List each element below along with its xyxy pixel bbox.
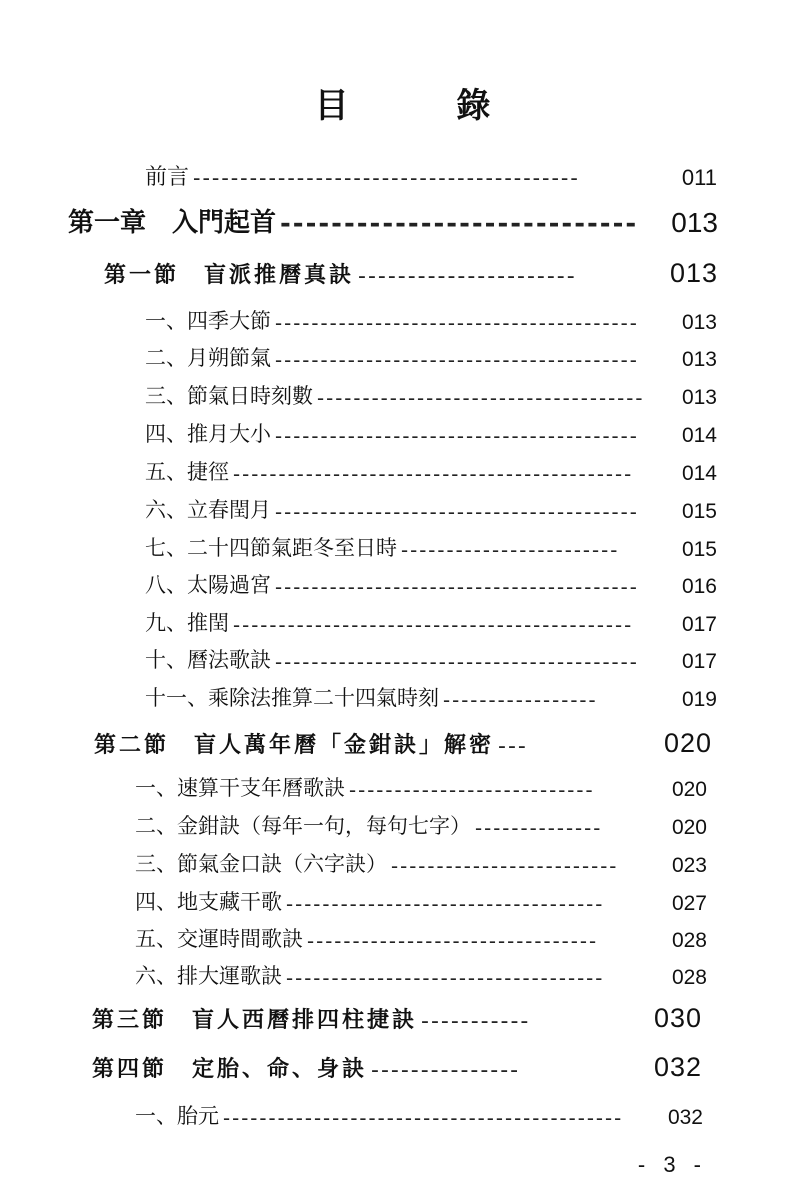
entry-page-number: 015 <box>681 538 717 561</box>
dot-leader: ---------------------- <box>358 264 577 289</box>
dot-leader: --------------- <box>371 1058 521 1083</box>
entry-label: 十一、乘除法推算二十四氣時刻 <box>145 686 439 710</box>
dot-leader: ---------------------------------------- <box>275 575 639 599</box>
dot-leader: -------------------------------- <box>307 929 599 953</box>
dot-leader: ---------------------------------------- <box>275 650 639 674</box>
entry-page-number: 019 <box>681 688 717 711</box>
entry-label: 一、四季大節 <box>145 309 271 333</box>
dot-leader: ---------------------------------------- <box>275 500 639 524</box>
dot-leader: ------------------------------------ <box>317 386 645 410</box>
entry-label: 第一節 盲派推曆真訣 <box>104 263 355 288</box>
dot-leader: ---------------------------------------- <box>275 311 639 335</box>
toc-item <box>135 810 707 840</box>
dot-leader: ---------------------------------------- <box>275 424 639 448</box>
dot-leader: ----------------------------------- <box>286 966 605 990</box>
entry-label: 四、地支藏干歌 <box>135 890 282 914</box>
dot-leader: ----------------------------------------- <box>193 166 580 191</box>
entry-label: 第一章 入門起首 <box>68 208 277 238</box>
page-title: 目 錄 <box>314 86 539 126</box>
toc-item <box>145 418 717 448</box>
dot-leader: -------------- <box>475 816 603 840</box>
entry-page-number: 013 <box>669 258 718 288</box>
entry-page-number: 016 <box>681 575 717 598</box>
entry-page-number: 014 <box>681 462 717 485</box>
page-number: - 3 - <box>637 1152 707 1177</box>
dot-leader: ----------- <box>421 1009 531 1034</box>
toc-section <box>92 1003 702 1034</box>
toc-item <box>145 456 717 486</box>
entry-label: 第四節 定胎、命、身訣 <box>92 1057 368 1082</box>
toc-item <box>145 494 717 524</box>
entry-page-number: 013 <box>671 207 718 238</box>
entry-label: 十、曆法歌訣 <box>145 648 271 672</box>
entry-page-number: 020 <box>671 816 707 839</box>
dot-leader: ---------------------------------------- <box>275 348 639 372</box>
entry-page-number: 032 <box>667 1106 703 1129</box>
entry-page-number: 020 <box>671 778 707 801</box>
entry-label: 四、推月大小 <box>145 422 271 446</box>
entry-page-number: 013 <box>681 311 717 334</box>
toc-item <box>145 305 717 335</box>
entry-page-number: 023 <box>671 854 707 877</box>
toc-section <box>92 1052 702 1083</box>
toc-item <box>135 848 707 878</box>
dot-leader: -------------------------------------------- <box>233 462 634 486</box>
entry-page-number: 013 <box>681 386 717 409</box>
entry-label: 七、二十四節氣距冬至日時 <box>145 536 397 560</box>
entry-label: 第三節 盲人西曆排四柱捷訣 <box>92 1008 418 1033</box>
toc-section <box>94 728 712 759</box>
entry-label: 五、交運時間歌訣 <box>135 927 303 951</box>
toc-item <box>135 886 707 916</box>
entry-label: 五、捷徑 <box>145 460 229 484</box>
entry-page-number: 017 <box>681 613 717 636</box>
toc-item <box>145 644 717 674</box>
toc-item <box>135 1100 703 1130</box>
entry-page-number: 028 <box>671 929 707 952</box>
toc-item <box>135 772 707 802</box>
entry-page-number: 028 <box>671 966 707 989</box>
entry-page-number: 015 <box>681 500 717 523</box>
dot-leader: --------------------------- <box>349 778 595 802</box>
entry-label: 八、太陽過宮 <box>145 573 271 597</box>
entry-page-number: 032 <box>653 1052 702 1082</box>
entry-page-number: 030 <box>653 1003 702 1033</box>
toc-entry <box>145 160 717 191</box>
entry-label: 九、推閏 <box>145 611 229 635</box>
dot-leader: ----------------- <box>443 688 598 712</box>
entry-page-number: 014 <box>681 424 717 447</box>
entry-page-number: 027 <box>671 892 707 915</box>
entry-label: 二、月朔節氣 <box>145 346 271 370</box>
toc-item <box>145 342 717 372</box>
dot-leader: ---------------------------- <box>280 209 639 239</box>
entry-label: 三、節氣日時刻數 <box>145 384 313 408</box>
dot-leader: -------------------------------------------- <box>223 1106 624 1130</box>
toc-item <box>135 960 707 990</box>
dot-leader: ------------------------- <box>391 854 619 878</box>
toc-chapter <box>68 202 718 239</box>
entry-label: 六、排大運歌訣 <box>135 964 282 988</box>
entry-label: 二、金鉗訣（每年一句，每句七字） <box>135 814 471 838</box>
toc-section <box>104 258 718 289</box>
entry-label: 六、立春閏月 <box>145 498 271 522</box>
toc-item <box>135 923 707 953</box>
toc-item <box>145 532 717 562</box>
toc-item <box>145 380 717 410</box>
entry-label: 三、節氣金口訣（六字訣） <box>135 852 387 876</box>
entry-label: 前言 <box>145 165 190 190</box>
dot-leader: ------------------------ <box>401 538 620 562</box>
entry-page-number: 020 <box>663 728 712 758</box>
toc-item <box>145 682 717 712</box>
entry-label: 一、速算干支年曆歌訣 <box>135 776 345 800</box>
toc-item <box>145 607 717 637</box>
entry-page-number: 013 <box>681 348 717 371</box>
dot-leader: ----------------------------------- <box>286 892 605 916</box>
dot-leader: -------------------------------------------- <box>233 613 634 637</box>
entry-label: 一、胎元 <box>135 1104 219 1128</box>
entry-label: 第二節 盲人萬年曆「金鉗訣」解密 <box>94 733 495 758</box>
entry-page-number: 017 <box>681 650 717 673</box>
toc-item <box>145 569 717 599</box>
entry-page-number: 011 <box>681 165 717 190</box>
dot-leader: --- <box>498 734 528 759</box>
